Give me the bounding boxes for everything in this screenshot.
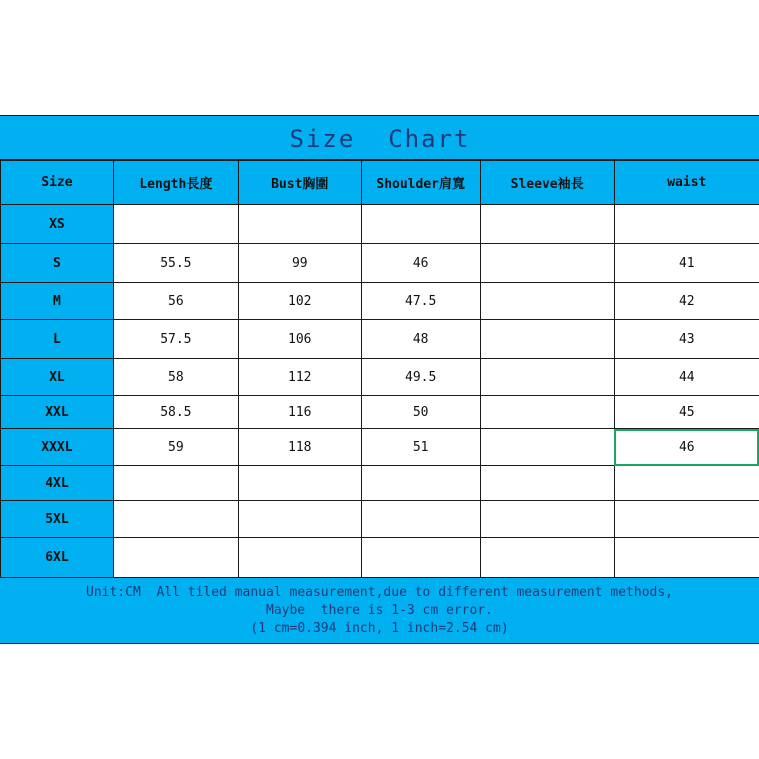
table-cell[interactable] bbox=[480, 538, 614, 578]
size-label-cell[interactable]: XL bbox=[1, 359, 114, 396]
table-cell[interactable] bbox=[238, 205, 361, 244]
size-chart-sheet bbox=[0, 115, 759, 644]
table-cell[interactable]: 59 bbox=[113, 429, 238, 466]
table-cell[interactable] bbox=[614, 538, 759, 578]
size-table bbox=[0, 160, 759, 578]
chart-title: Size Chart bbox=[289, 125, 471, 153]
table-cell[interactable] bbox=[614, 466, 759, 501]
table-cell[interactable] bbox=[480, 283, 614, 320]
table-cell[interactable] bbox=[480, 205, 614, 244]
table-cell[interactable]: 118 bbox=[238, 429, 361, 466]
table-cell[interactable] bbox=[113, 205, 238, 244]
table-cell[interactable]: 116 bbox=[238, 396, 361, 429]
column-header[interactable]: Size bbox=[1, 161, 114, 205]
table-cell[interactable] bbox=[361, 501, 480, 538]
size-label-cell[interactable]: XS bbox=[1, 205, 114, 244]
table-cell[interactable]: 112 bbox=[238, 359, 361, 396]
table-cell[interactable]: 50 bbox=[361, 396, 480, 429]
column-header[interactable]: Length長度 bbox=[113, 161, 238, 205]
table-cell[interactable]: 42 bbox=[614, 283, 759, 320]
table-cell[interactable] bbox=[480, 396, 614, 429]
table-row bbox=[1, 466, 759, 501]
table-cell[interactable] bbox=[480, 501, 614, 538]
table-row bbox=[1, 205, 759, 244]
size-label-cell[interactable]: XXXL bbox=[1, 429, 114, 466]
table-cell[interactable] bbox=[113, 466, 238, 501]
size-label-cell[interactable]: L bbox=[1, 320, 114, 359]
table-cell[interactable]: 44 bbox=[614, 359, 759, 396]
table-cell[interactable]: 46 bbox=[614, 429, 759, 466]
table-cell[interactable] bbox=[480, 429, 614, 466]
table-row bbox=[1, 538, 759, 578]
table-cell[interactable]: 56 bbox=[113, 283, 238, 320]
table-cell[interactable] bbox=[480, 359, 614, 396]
column-header[interactable]: Sleeve袖長 bbox=[480, 161, 614, 205]
column-header[interactable]: Shoulder肩寬 bbox=[361, 161, 480, 205]
table-row bbox=[1, 244, 759, 283]
table-cell[interactable]: 58.5 bbox=[113, 396, 238, 429]
table-cell[interactable]: 45 bbox=[614, 396, 759, 429]
size-label-cell[interactable]: 4XL bbox=[1, 466, 114, 501]
table-cell[interactable]: 106 bbox=[238, 320, 361, 359]
table-cell[interactable] bbox=[480, 466, 614, 501]
table-cell[interactable]: 48 bbox=[361, 320, 480, 359]
table-cell[interactable] bbox=[238, 538, 361, 578]
table-cell[interactable]: 41 bbox=[614, 244, 759, 283]
table-cell[interactable] bbox=[113, 538, 238, 578]
size-label-cell[interactable]: XXL bbox=[1, 396, 114, 429]
size-label-cell[interactable]: M bbox=[1, 283, 114, 320]
table-cell[interactable]: 49.5 bbox=[361, 359, 480, 396]
table-cell[interactable] bbox=[113, 501, 238, 538]
table-cell[interactable] bbox=[238, 466, 361, 501]
table-cell[interactable] bbox=[480, 320, 614, 359]
size-label-cell[interactable]: 5XL bbox=[1, 501, 114, 538]
table-cell[interactable] bbox=[614, 501, 759, 538]
table-row bbox=[1, 283, 759, 320]
table-cell[interactable] bbox=[361, 205, 480, 244]
table-cell[interactable]: 47.5 bbox=[361, 283, 480, 320]
table-row bbox=[1, 359, 759, 396]
table-cell[interactable]: 58 bbox=[113, 359, 238, 396]
table-row bbox=[1, 501, 759, 538]
table-cell[interactable] bbox=[480, 244, 614, 283]
table-row bbox=[1, 396, 759, 429]
header-row bbox=[1, 161, 759, 205]
table-row bbox=[1, 320, 759, 359]
footer-note bbox=[0, 576, 759, 644]
table-cell[interactable]: 102 bbox=[238, 283, 361, 320]
table-cell[interactable]: 43 bbox=[614, 320, 759, 359]
table-cell[interactable]: 46 bbox=[361, 244, 480, 283]
footer-line-error: Maybe there is 1-3 cm error. bbox=[266, 603, 493, 618]
size-label-cell[interactable]: 6XL bbox=[1, 538, 114, 578]
column-header[interactable]: waist bbox=[614, 161, 759, 205]
column-header[interactable]: Bust胸圍 bbox=[238, 161, 361, 205]
table-cell[interactable] bbox=[238, 501, 361, 538]
footer-line-unit: Unit:CM All tiled manual measurement,due to different measurement methods, bbox=[86, 585, 673, 600]
table-cell[interactable]: 55.5 bbox=[113, 244, 238, 283]
title-band bbox=[0, 116, 759, 160]
table-cell[interactable]: 57.5 bbox=[113, 320, 238, 359]
table-cell[interactable] bbox=[361, 466, 480, 501]
footer-line-conversion: (1 cm=0.394 inch, 1 inch=2.54 cm) bbox=[250, 621, 509, 636]
table-cell[interactable]: 51 bbox=[361, 429, 480, 466]
size-label-cell[interactable]: S bbox=[1, 244, 114, 283]
table-cell[interactable] bbox=[361, 538, 480, 578]
table-cell[interactable] bbox=[614, 205, 759, 244]
table-row bbox=[1, 429, 759, 466]
table-cell[interactable]: 99 bbox=[238, 244, 361, 283]
